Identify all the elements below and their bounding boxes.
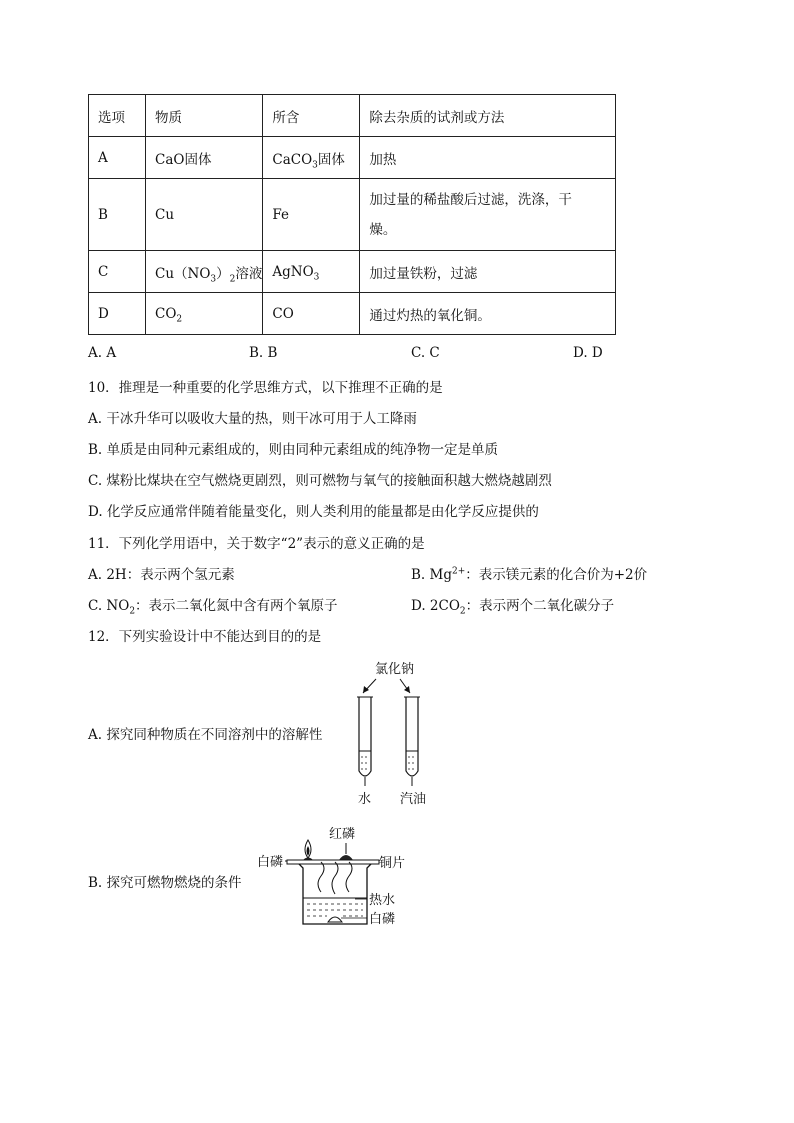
table-cell: Cu <box>146 179 263 251</box>
q11-option-c[interactable] <box>88 594 338 617</box>
subscript: 2 <box>176 314 183 325</box>
table-cell <box>263 137 360 179</box>
option-text: B. Mg <box>411 567 452 583</box>
formula-text: 固体 <box>317 151 345 168</box>
copper-plate <box>287 860 379 864</box>
formula-text: ） <box>216 265 230 282</box>
table-cell: CaO固体 <box>146 137 263 179</box>
formula-text: Cu（NO <box>155 265 211 282</box>
subscript: 2 <box>229 274 236 285</box>
q11-option-a[interactable]: A. 2H：表示两个氢元素 <box>88 567 235 583</box>
formula-text: 溶液 <box>235 265 263 282</box>
option-text: ：表示镁元素的化合价为+2价 <box>465 567 648 583</box>
label-hot-water: 热水 <box>369 893 396 908</box>
label-white-phosphorus-top: 白磷 <box>257 855 284 870</box>
option-text: C. NO <box>88 598 130 614</box>
label-white-phosphorus-bottom: 白磷 <box>369 912 396 927</box>
table-header: 所含 <box>263 95 360 137</box>
q10-option-c[interactable]: C. 煤粉比煤块在空气燃烧更剧烈，则可燃物与氧气的接触面积越大燃烧越剧烈 <box>88 473 552 489</box>
table-cell: 通过灼热的氧化铜。 <box>360 293 616 335</box>
red-phosphorus-pile <box>339 855 353 860</box>
q9-option-c[interactable]: C. C <box>411 345 440 361</box>
test-tube-gasoline <box>406 697 418 776</box>
subscript: 2 <box>459 606 466 617</box>
formula-text: AgNO <box>272 263 314 280</box>
table-cell: 加热 <box>360 137 616 179</box>
superscript: 2+ <box>451 566 466 577</box>
subscript: 3 <box>210 274 217 285</box>
table-cell: 加过量铁粉，过滤 <box>360 251 616 293</box>
table-cell: CO <box>263 293 360 335</box>
table-cell: Fe <box>263 179 360 251</box>
table-row <box>89 179 616 251</box>
q12-option-b[interactable]: B. 探究可燃物燃烧的条件 <box>88 875 242 891</box>
table-cell: A <box>89 137 146 179</box>
table-header: 物质 <box>146 95 263 137</box>
table-cell <box>146 251 263 293</box>
subscript: 3 <box>313 272 320 283</box>
combustion-figure <box>255 822 415 932</box>
formula-text: CaCO <box>272 151 313 168</box>
label-copper: 铜片 <box>379 856 406 871</box>
steam-icon <box>332 862 338 894</box>
table-cell <box>263 251 360 293</box>
table-row <box>89 251 616 293</box>
q12-option-a[interactable]: A. 探究同种物质在不同溶剂中的溶解性 <box>88 727 323 743</box>
table-row <box>89 293 616 335</box>
option-text: D. 2CO <box>411 598 460 614</box>
label-water: 水 <box>358 792 372 807</box>
test-tube-water <box>359 697 371 776</box>
q9-option-b[interactable]: B. B <box>249 345 278 361</box>
label-red-phosphorus: 红磷 <box>329 827 356 842</box>
table-cell: D <box>89 293 146 335</box>
solubility-figure <box>340 655 450 810</box>
subscript: 3 <box>312 160 318 171</box>
table-header-row <box>89 95 616 137</box>
q12-stem: 12．下列实验设计中不能达到目的的是 <box>88 629 322 645</box>
table-cell: C <box>89 251 146 293</box>
q11-stem: 11．下列化学用语中，关于数字“2”表示的意义正确的是 <box>88 536 425 552</box>
steam-icon <box>346 862 352 892</box>
q10-option-a[interactable]: A. 干冰升华可以吸收大量的热，则干冰可用于人工降雨 <box>88 411 417 427</box>
options-table <box>88 94 616 335</box>
q11-option-d[interactable] <box>411 594 615 617</box>
option-text: ：表示二氧化氮中含有两个氧原子 <box>135 598 338 614</box>
q10-option-d[interactable]: D. 化学反应通常伴随着能量变化，则人类利用的能量都是由化学反应提供的 <box>88 504 539 520</box>
steam-icon <box>318 862 324 892</box>
table-row <box>89 137 616 179</box>
table-header: 除去杂质的试剂或方法 <box>360 95 616 137</box>
option-text: ：表示两个二氧化碳分子 <box>465 598 615 614</box>
label-sodium-chloride: 氯化钠 <box>375 662 415 677</box>
table-header: 选项 <box>89 95 146 137</box>
subscript: 2 <box>129 606 136 617</box>
table-cell: 加过量的稀盐酸后过滤，洗涤，干燥。 <box>360 179 616 251</box>
table-cell <box>146 293 263 335</box>
q10-option-b[interactable]: B. 单质是由同种元素组成的，则由同种元素组成的纯净物一定是单质 <box>88 442 499 458</box>
q11-option-b[interactable] <box>411 563 647 583</box>
formula-text: CO <box>155 305 177 322</box>
q10-stem: 10．推理是一种重要的化学思维方式，以下推理不正确的是 <box>88 380 443 396</box>
q9-option-d[interactable]: D. D <box>573 345 603 361</box>
q9-option-a[interactable]: A. A <box>88 345 117 361</box>
white-phosphorus-underwater <box>328 917 342 922</box>
table-cell: B <box>89 179 146 251</box>
arrow-head-icon <box>404 686 410 693</box>
label-gasoline: 汽油 <box>400 792 427 807</box>
flame-core-icon <box>307 846 310 856</box>
